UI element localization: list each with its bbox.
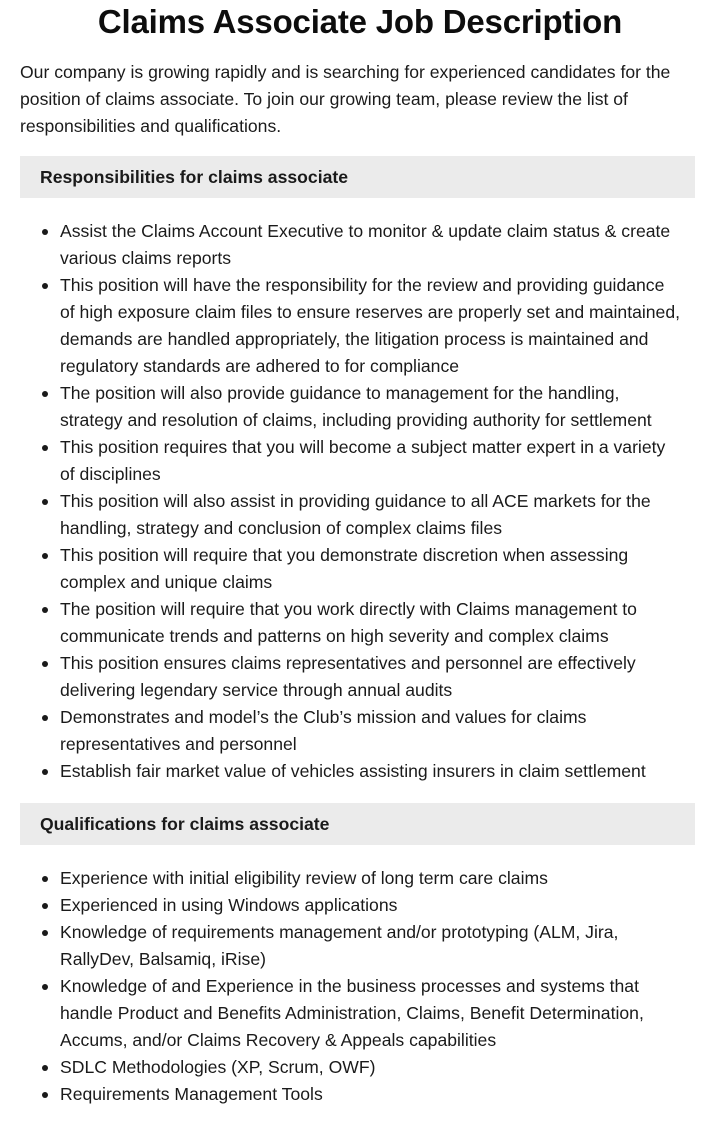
bullet-icon [42,876,48,882]
responsibilities-list [20,218,700,785]
list-item-text: Knowledge of and Experience in the business processes and systems that handle Product and Benefits Administration, Claims, Benefit Determination, Accums, and/or Claims Recovery & Appeals capabilities [60,976,644,1050]
list-item [20,758,700,785]
list-item [20,919,700,973]
bullet-icon [42,1092,48,1098]
list-item-text: Experienced in using Windows applications [60,895,398,915]
page-title: Claims Associate Job Description [97,3,623,40]
bullet-icon [42,984,48,990]
list-item [20,704,700,758]
list-item-text: Requirements Management Tools [60,1084,323,1104]
bullet-icon [42,499,48,505]
intro-paragraph: Our company is growing rapidly and is searching for experienced candidates for the position of claims associate. To join our growing team, please review the list of responsibilities and qualifications. [20,62,671,136]
bullet-icon [42,661,48,667]
responsibilities-heading: Responsibilities for claims associate [20,156,695,198]
list-item [20,973,700,1054]
bullet-icon [42,903,48,909]
bullet-icon [42,229,48,235]
qualifications-list [20,865,700,1108]
list-item-text: This position requires that you will become a subject matter expert in a variety of disciplines [60,437,666,484]
list-item-text: Assist the Claims Account Executive to monitor & update claim status & create various claims reports [60,221,671,268]
bullet-icon [42,553,48,559]
list-item-text: Experience with initial eligibility review of long term care claims [60,868,548,888]
list-item [20,542,700,596]
bullet-icon [42,715,48,721]
list-item [20,434,700,488]
bullet-icon [42,445,48,451]
list-item-text: Knowledge of requirements management and/or prototyping (ALM, Jira, RallyDev, Balsamiq, iRise) [60,922,619,969]
list-item-text: Establish fair market value of vehicles assisting insurers in claim settlement [60,761,646,781]
list-item [20,272,700,380]
bullet-icon [42,769,48,775]
bullet-icon [42,1065,48,1071]
list-item-text: SDLC Methodologies (XP, Scrum, OWF) [60,1057,376,1077]
qualifications-heading: Qualifications for claims associate [20,803,695,845]
list-item-text: Demonstrates and model’s the Club’s mission and values for claims representatives and personnel [60,707,587,754]
list-item [20,865,700,892]
list-item [20,218,700,272]
list-item-text: This position will also assist in providing guidance to all ACE markets for the handling, strategy and conclusion of complex claims files [60,491,651,538]
list-item [20,596,700,650]
list-item [20,650,700,704]
list-item-text: The position will also provide guidance to management for the handling, strategy and resolution of claims, including providing authority for settlement [60,383,652,430]
bullet-icon [42,607,48,613]
list-item-text: This position will have the responsibility for the review and providing guidance of high exposure claim files to ensure reserves are properly set and maintained, demands are handled appropriately, the litigation process is maintained and regulatory standards are adhered to for compliance [60,275,681,376]
list-item-text: The position will require that you work directly with Claims management to communicate trends and patterns on high severity and complex claims [60,599,637,646]
list-item-text: This position will require that you demonstrate discretion when assessing complex and unique claims [60,545,629,592]
list-item-text: This position ensures claims representatives and personnel are effectively delivering legendary service through annual audits [60,653,636,700]
bullet-icon [42,930,48,936]
bullet-icon [42,283,48,289]
bullet-icon [42,391,48,397]
list-item [20,380,700,434]
list-item [20,892,700,919]
list-item [20,1081,700,1108]
list-item [20,1054,700,1081]
list-item [20,488,700,542]
